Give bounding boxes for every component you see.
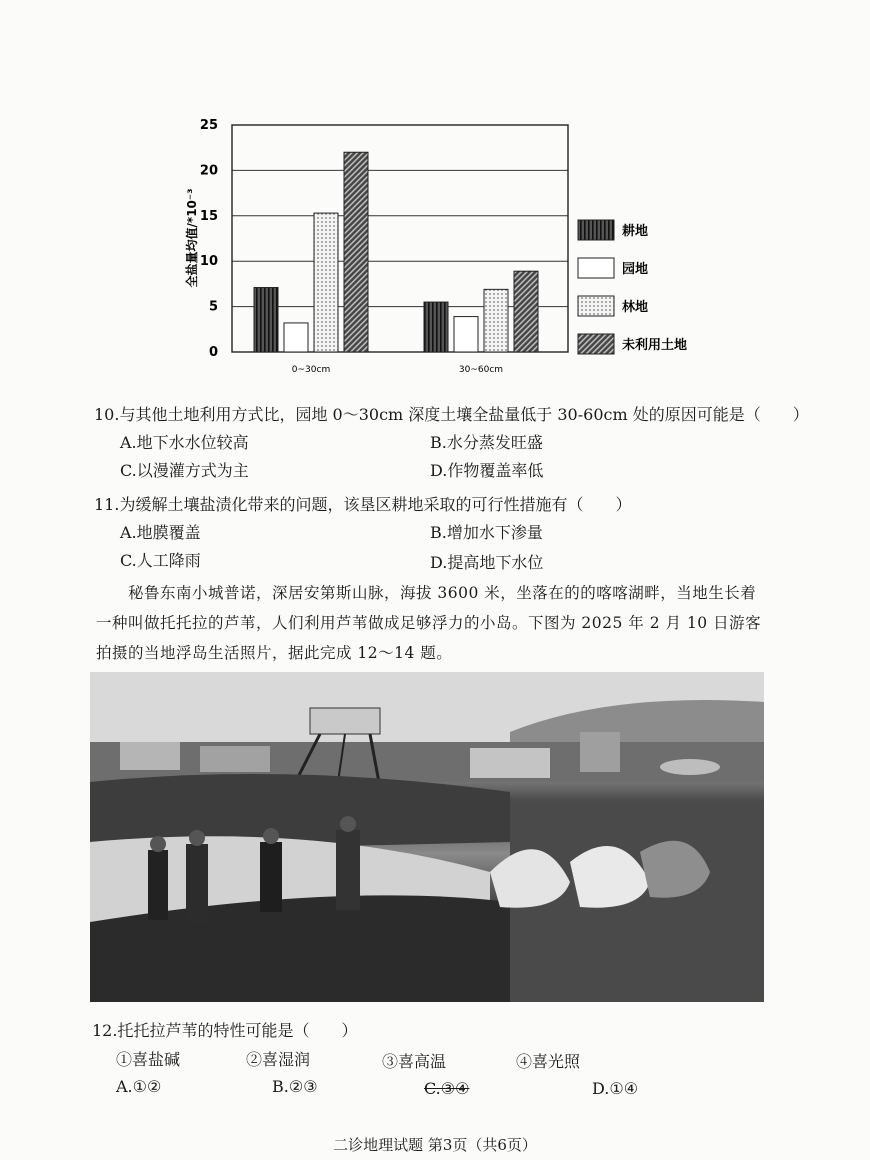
question-11-option-d: D.提高地下水位 [430, 553, 544, 572]
legend-label-1: 园地 [622, 262, 649, 277]
question-10-option-b: B.水分蒸发旺盛 [430, 433, 543, 452]
question-10-stem: 10.与其他土地利用方式比，园地 0～30cm 深度土壤全盐量低于 30-60cm 处的原因可能是（ ） [94, 405, 809, 424]
floating-island-illustration [90, 672, 764, 1002]
bar-0-3 [344, 152, 368, 352]
bar-0-2 [314, 213, 338, 352]
soil-salt-bar-chart [0, 0, 870, 400]
bar-1-1 [454, 317, 478, 352]
y-tick-20: 20 [199, 163, 218, 179]
legend-label-2: 林地 [622, 300, 649, 315]
question-12-stem: 12.托托拉芦苇的特性可能是（ ） [92, 1021, 358, 1040]
chart-legend [578, 220, 687, 354]
question-12-option-b: B.②③ [272, 1077, 318, 1096]
x-category-0: 0~30cm [291, 365, 331, 375]
legend-label-0: 耕地 [622, 224, 649, 239]
question-12-option-d: D.①④ [592, 1079, 639, 1098]
bar-1-2 [484, 289, 508, 352]
y-tick-5: 5 [208, 299, 218, 315]
bar-0-1 [284, 323, 308, 352]
y-tick-10: 10 [199, 254, 218, 270]
chart-x-categories [292, 365, 503, 375]
question-11-option-b: B.增加水下渗量 [430, 523, 543, 542]
page-footer: 二诊地理试题 第3页（共6页） [333, 1136, 537, 1154]
question-12-item-4: ④喜光照 [516, 1052, 581, 1071]
y-axis-label: 全盐量均值/*10⁻³ [185, 188, 199, 288]
legend-swatch-1 [578, 258, 614, 278]
y-tick-25: 25 [199, 118, 218, 133]
legend-swatch-2 [578, 296, 614, 316]
question-10-option-c: C.以漫灌方式为主 [120, 461, 249, 480]
bar-0-0 [254, 288, 278, 352]
bar-1-0 [424, 302, 448, 352]
floating-island-photo [90, 672, 764, 1002]
legend-swatch-3 [578, 334, 614, 354]
question-10-option-a: A.地下水水位较高 [120, 433, 249, 452]
question-12-item-1: ①喜盐碱 [116, 1050, 181, 1069]
question-12-option-a: A.①② [116, 1077, 162, 1096]
question-10-option-d: D.作物覆盖率低 [430, 461, 544, 480]
y-tick-15: 15 [199, 208, 218, 224]
question-12-option-c: C.③④ [424, 1079, 470, 1098]
y-tick-0: 0 [208, 345, 218, 360]
x-category-1: 30~60cm [458, 365, 504, 375]
chart-bars [254, 152, 538, 352]
passage-line-2: 一种叫做托托拉的芦苇，人们利用芦苇做成足够浮力的小岛。下图为 2025 年 2 月 10 日游客 [96, 614, 762, 632]
legend-swatch-0 [578, 220, 614, 240]
passage-line-1: 秘鲁东南小城普诺，深居安第斯山脉，海拔 3600 米，坐落在的的喀喀湖畔，当地生长着 [128, 584, 757, 602]
passage-line-3: 拍摄的当地浮岛生活照片，据此完成 12～14 题。 [96, 644, 453, 662]
chart-y-ticks [200, 118, 218, 360]
bar-1-3 [514, 271, 538, 352]
question-12-item-3: ③喜高温 [382, 1052, 447, 1071]
legend-label-3: 未利用土地 [622, 338, 688, 353]
question-12-item-2: ②喜湿润 [246, 1050, 311, 1069]
question-11-option-c: C.人工降雨 [120, 551, 201, 570]
question-11-stem: 11.为缓解土壤盐渍化带来的问题，该垦区耕地采取的可行性措施有（ ） [94, 495, 632, 514]
question-11-option-a: A.地膜覆盖 [120, 523, 201, 542]
